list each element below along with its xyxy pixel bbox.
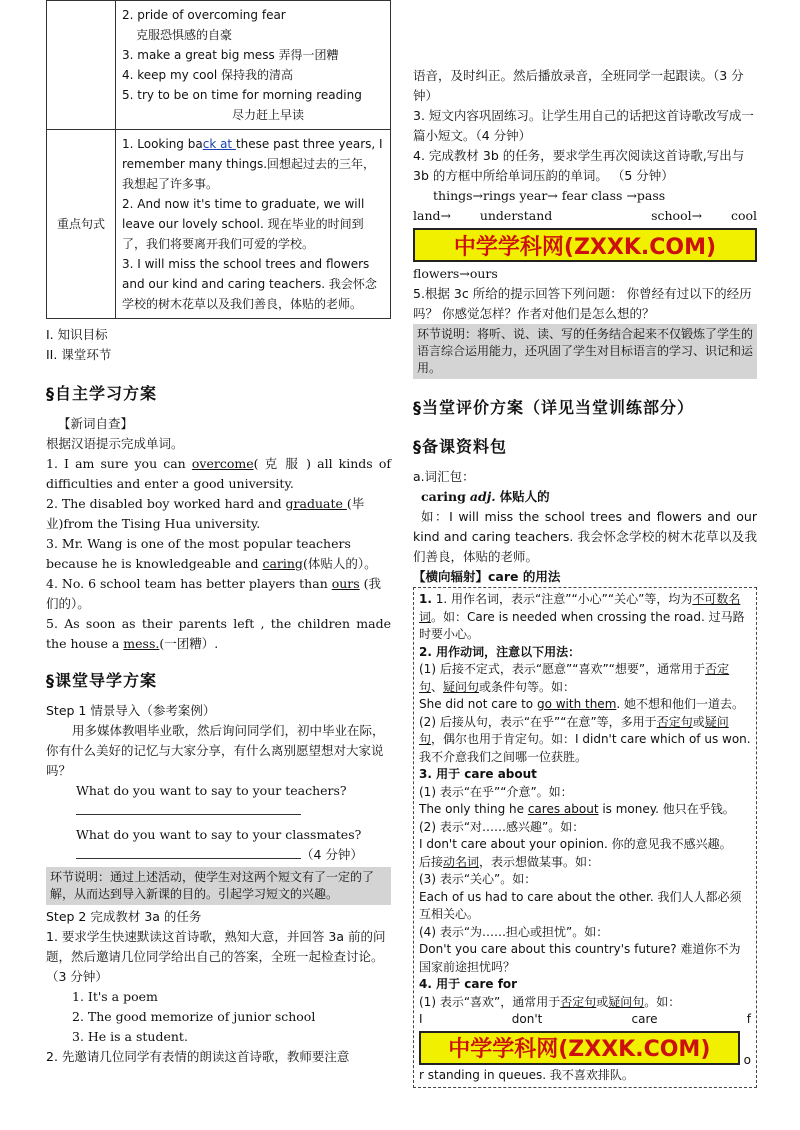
question-teachers: What do you want to say to your teachers? xyxy=(76,783,347,798)
sentence-2: 2. And now it's time to graduate, we will leave our lovely school. 现在毕业的时间到了，我们将要离开我们可爱的学校。 xyxy=(122,197,365,251)
vocab-item-2: 2. The disabled boy worked hard and graduate (毕业)from the Tising Hua university. xyxy=(46,496,365,531)
box-line: r standing in queues. 我不喜欢排队。 xyxy=(419,1067,634,1082)
section-materials: §备课资料包 xyxy=(413,437,508,456)
box-line: I don't care about your opinion. 你的意见我不感兴趣。 xyxy=(419,837,732,851)
goal-1: I. 知识目标 xyxy=(46,327,108,342)
caring-entry: caring adj. 体贴人的 xyxy=(421,489,550,504)
step-1-text: 用多媒体教唱毕业歌，然后询问同学们，初中毕业在际，你有什么美好的记忆与大家分享，有什么离别愿望想对大家说吗？ xyxy=(46,723,385,778)
phrase-line: 4. keep my cool 保持我的清高 xyxy=(122,68,294,82)
paragraph-5: 5.根据 3c 所给的提示回答下列问题： 你曾经有过以下的经历吗？ 你感觉怎样？作者对他们是怎么想的？ xyxy=(413,286,752,321)
section-note-2: 环节说明：将听、说、读、写的任务结合起来不仅锻炼了学生的语言综合运用能力，还巩固了学生对目标语言的学习、识记和运用。 xyxy=(413,324,757,379)
box-line: (1) 表示“在乎”“介意”。如： xyxy=(419,784,573,799)
phrase-line: 克服恐惧感的自豪 xyxy=(136,28,233,42)
vocab-package: a.词汇包： xyxy=(413,469,475,484)
box-line: 4. 用于 care for xyxy=(419,977,518,991)
vocab-title: 【新词自查】 xyxy=(58,416,134,431)
sentence-1: 1. Looking back at these past three years, I remember many things.回想起过去的三年，我想起了许多事。 xyxy=(122,137,383,191)
watermark-logo: 中学学科网(ZXXK.COM) xyxy=(419,1031,740,1065)
box-line: (2) 表示“对……感兴趣”。如： xyxy=(419,819,585,834)
option-2: 2. The good memorize of junior school xyxy=(72,1009,316,1024)
caring-example: 如：I will miss the school trees and flowers and our kind and caring teachers. 我会怀念学校的树木花草以及我们善良，体贴的老师。 xyxy=(413,509,757,564)
box-line: I don't care f xyxy=(419,1012,751,1026)
step-2-task-1: 1. 要求学生快速默读这首诗歌，熟知大意，并回答 3a 前的问题，然后邀请几位同学给出自己的答案，全班一起检查讨论。（3 分钟） xyxy=(46,929,386,984)
paragraph-2: 3. 短文内容巩固练习。让学生用自己的话把这首诗歌改写成一篇小短文。（4 分钟） xyxy=(413,108,754,143)
box-watermark-row: 中学学科网(ZXXK.COM) o xyxy=(419,1029,751,1067)
vocab-intro: 根据汉语提示完成单词。 xyxy=(46,436,184,451)
goal-2: II. 课堂环节 xyxy=(46,347,112,362)
vocab-item-4: 4. No. 6 school team has better players than ours (我们的）。 xyxy=(46,576,382,611)
box-line: Each of us had to care about the other. 我们人人都必须互相关心。 xyxy=(419,889,742,921)
step-2-title: Step 2 完成教材 3a 的任务 xyxy=(46,909,202,924)
box-line: She did not care to go with them. 她不想和他们一道去。 xyxy=(419,697,745,711)
section-note-1: 环节说明：通过上述活动，使学生对这两个短文有了一定的了解，从而达到导入新课的目的。引起学习短文的兴趣。 xyxy=(46,867,391,905)
section-self-study: §自主学习方案 xyxy=(46,384,158,403)
key-points-table xyxy=(46,0,391,319)
phrase-line: 5. try to be on time for morning reading xyxy=(122,88,362,102)
box-line: 2. 用作动词，注意以下用法： xyxy=(419,644,581,659)
right-column xyxy=(413,66,757,1088)
rhyme-line-3: flowers→ours xyxy=(413,266,498,281)
phrases-cell xyxy=(116,1,391,130)
answer-line-2: （4 分钟） xyxy=(46,845,391,865)
paragraph-1: 语音，及时纠正。然后播放录音，全班同学一起跟读。（3 分钟） xyxy=(413,68,744,103)
option-3: 3. He is a student. xyxy=(72,1029,188,1044)
rhyme-line-1: things→rings year→ fear class →pass xyxy=(433,188,666,203)
box-line: (2) 后接从句，表示“在乎”“在意”等，多用于否定句或疑问句，偶尔也用于肯定句。如：I didn't care which of us won. 我不介意我们之间哪一位获胜。 xyxy=(419,714,751,764)
phrase-line: 2. pride of overcoming fear xyxy=(122,8,286,22)
vocab-item-1: 1. I am sure you can overcome( 克 服 ) all kinds of difficulties and enter a good university. xyxy=(46,456,391,491)
table-row xyxy=(47,130,391,319)
rhyme-line-2: land→ understand school→ cool xyxy=(413,208,757,223)
section-evaluation: §当堂评价方案（详见当堂训练部分） xyxy=(413,398,695,417)
question-classmates: What do you want to say to your classmates? xyxy=(76,827,362,842)
table-label-empty xyxy=(47,1,116,130)
sentences-cell xyxy=(116,130,391,319)
section-classroom: §课堂导学方案 xyxy=(46,671,158,690)
step-1-title: Step 1 情景导入（参考案例） xyxy=(46,703,216,718)
phrase-line: 3. make a great big mess 弄得一团糟 xyxy=(122,48,339,62)
paragraph-3: 4. 完成教材 3b 的任务，要求学生再次阅读这首诗歌,写出与 3b 的方框中所给单词压韵的单词。 （5 分钟） xyxy=(413,148,745,183)
radiation-title: 【横向辐射】care 的用法 xyxy=(413,569,561,584)
vocab-item-3: 3. Mr. Wang is one of the most popular teachers because he is knowledgeable and caring(体贴人的）。 xyxy=(46,536,377,571)
box-line: (3) 表示“关心”。如： xyxy=(419,872,537,886)
care-usage-box xyxy=(413,587,757,1088)
key-sentences-label: 重点句式 xyxy=(47,130,116,319)
left-column xyxy=(46,0,391,1067)
box-line: The only thing he cares about is money. 他只在乎钱。 xyxy=(419,802,735,816)
table-row xyxy=(47,1,391,130)
option-1: 1. It's a poem xyxy=(72,989,158,1004)
box-line: 1. 1. 用作名词，表示“注意”“小心”“关心”等，均为不可数名词。如：Care is needed when crossing the road. 过马路时要小心。 xyxy=(419,592,745,641)
answer-line-1 xyxy=(46,801,391,821)
box-line: (1) 后接不定式，表示“愿意”“喜欢”“想要”，通常用于否定句、疑问句或条件句等。如： xyxy=(419,662,730,694)
box-line: (1) 表示“喜欢”，通常用于否定句或疑问句。如： xyxy=(419,994,681,1009)
sentence-3: 3. I will miss the school trees and flowers and our kind and caring teachers. 我会怀念学校的树木花草以及我们善良，体贴的老师。 xyxy=(122,257,377,311)
box-line: Don't you care about this country's future? 难道你不为国家前途担忧吗？ xyxy=(419,942,741,974)
phrase-line: 尽力赶上早读 xyxy=(232,108,305,122)
step-2-task-2: 2. 先邀请几位同学有表情的朗读这首诗歌，教师要注意 xyxy=(46,1049,350,1064)
box-line: 3. 用于 care about xyxy=(419,767,537,781)
vocab-item-5: 5. As soon as their parents left , the children made the house a mess.(一团糟）. xyxy=(46,616,391,651)
watermark-logo: 中学学科网(ZXXK.COM) xyxy=(413,228,757,262)
box-line: (4) 表示“为……担心或担忧”。如： xyxy=(419,924,609,939)
box-line: 后接动名词，表示想做某事。如： xyxy=(419,854,600,869)
look-back-link[interactable]: ck at xyxy=(202,137,236,151)
